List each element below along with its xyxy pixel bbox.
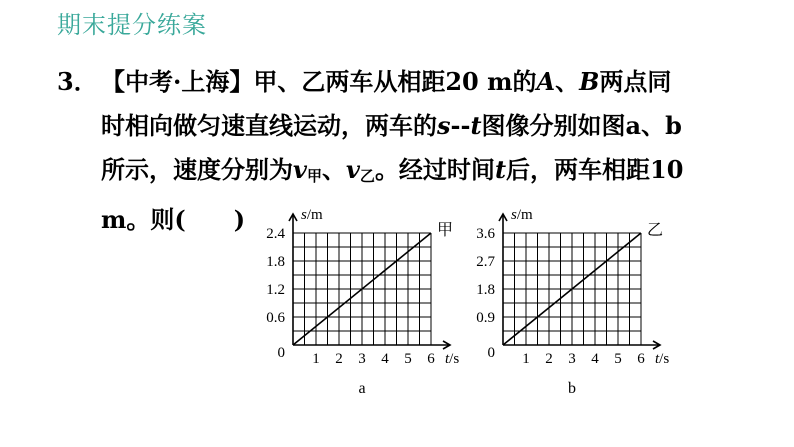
question-text-part: 【中考·上海】甲、乙两车从相距20 m的 [101,67,537,96]
y-tick-label: 3.6 [476,226,495,242]
x-tick-label: 1 [312,351,320,367]
y-tick-label: 2.4 [266,226,285,242]
question-number: 3． [57,67,98,96]
x-axis-label: t/s [445,351,460,367]
question-text-part: 两点同 [599,67,672,96]
y-tick-label: 2.7 [476,254,495,270]
x-tick-label: 2 [545,351,553,367]
x-axis-label: t/s [655,351,670,367]
y-tick-label: 0.9 [476,310,495,326]
origin-label: 0 [487,345,495,361]
x-tick-label: 5 [614,351,622,367]
question-text-part: 后，两车相距10 [506,155,684,184]
x-tick-label: 1 [522,351,530,367]
y-tick-label: 1.2 [266,282,285,298]
question-line-2 [57,104,757,148]
graph-b [468,205,718,400]
y-tick-label: 0.6 [266,310,285,326]
question-text-part: 时相向做匀速直线运动，两车的 [101,111,437,140]
x-tick-label: 2 [335,351,343,367]
question-text-part: 、 [555,67,580,96]
y-tick-label: 1.8 [476,282,495,298]
series-label: 乙 [647,220,664,239]
time-variable: t [494,155,507,184]
graph-caption: b [568,380,576,397]
s-variable: s [437,111,451,140]
x-tick-label: 3 [358,351,366,367]
question-line-1 [57,60,757,104]
t-variable: t [470,111,482,140]
question-line-3 [57,148,757,198]
velocity-var: v [345,155,360,184]
question-text-part: 。经过时间 [374,155,495,184]
velocity-var: v [293,155,307,184]
series-label: 甲 [437,220,454,239]
x-tick-label: 3 [568,351,576,367]
x-tick-label: 4 [381,351,389,367]
y-tick-label: 1.8 [266,254,285,270]
x-tick-label: 5 [404,351,412,367]
y-axis-label: s/m [301,207,323,223]
x-tick-label: 4 [591,351,599,367]
question-text-part: 所示，速度分别为 [101,155,293,184]
x-tick-label: 6 [427,351,435,367]
velocity-subscript: 乙 [359,167,375,185]
velocity-subscript: 甲 [306,167,322,185]
point-a-label: A [536,67,556,96]
x-tick-label: 6 [637,351,645,367]
question-text-part: m。则( [101,205,186,234]
question-text-part: 图像分别如图a、b [481,111,682,140]
question-text-part: 、 [321,155,346,184]
question-text-part: ) [233,205,246,234]
question-text-part: -- [450,111,471,140]
origin-label: 0 [277,345,285,361]
page-header: 期末提分练案 [57,11,207,39]
graph-caption: a [358,380,366,397]
point-b-label: B [579,67,600,96]
y-axis-label: s/m [511,207,533,223]
